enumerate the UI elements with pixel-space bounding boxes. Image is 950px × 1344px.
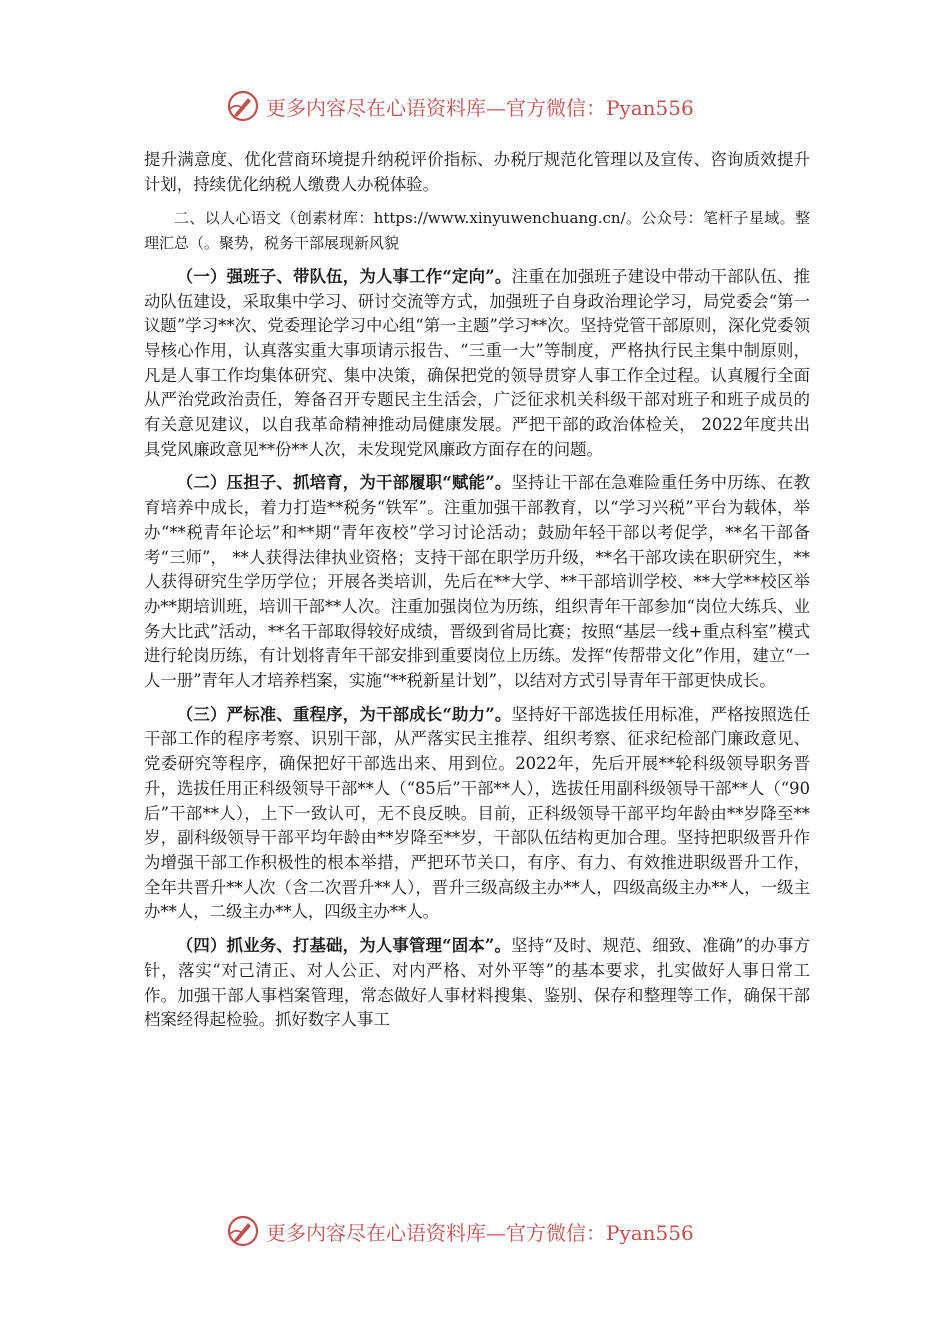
- paragraph: [144, 934, 810, 1033]
- paragraph-heading: （二）压担子、抓培育，为干部履职“赋能”。: [176, 473, 512, 493]
- section-heading: 二、以人心语文（创素材库：https://www.xinyuwenchuang.cn/。公众号：笔杆子星域。整理汇总（。聚势，税务干部展现新风貌: [144, 209, 810, 253]
- watermark-banner-bottom: [226, 1211, 746, 1251]
- paragraph: [144, 471, 810, 693]
- paragraph-continuation: 提升满意度、优化营商环境提升纳税评价指标、办税厅规范化管理以及宣传、咨询质效提升计划，持续优化纳税人缴费人办税体验。: [144, 150, 810, 194]
- paragraph-heading: （三）严标准、重程序，为干部成长“助力”。: [176, 704, 512, 724]
- pen-logo-icon: [226, 1214, 260, 1248]
- watermark-text: 更多内容尽在心语资料库—官方微信：Pyan556: [266, 95, 694, 120]
- document-body: [144, 148, 810, 1033]
- watermark-text: 更多内容尽在心语资料库—官方微信：Pyan556: [266, 1220, 694, 1245]
- paragraph-text: 注重在加强班子建设中带动干部队伍、推动队伍建设，采取集中学习、研讨交流等方式，加强班子自身政治理论学习，局党委会“第一议题”学习**次、党委理论学习中心组“第一主题”学习**次。坚持党管干部原则，深化党委领导核心作用，认真落实重大事项请示报告、“三重一大”等制度，严格执行民主集中制原则，凡是人事工作均集体研究、集中决策，确保把党的领导贯穿人事工作全过程。认真履行全面从严治党政治责任，筹备召开专题民主生活会，广泛征求机关科级干部对班子和班子成员的有关意见建议，以自我革命精神推动局健康发展。严把干部的政治体检关， 2022年度共出具党风廉政意见**份**人次，未发现党风廉政方面存在的问题。: [144, 266, 810, 459]
- watermark-banner-top: [226, 86, 746, 126]
- paragraph-heading: （四）抓业务、打基础，为人事管理“固本”。: [176, 936, 512, 956]
- paragraph: [144, 265, 810, 463]
- paragraph-heading: （一）强班子、带队伍，为人事工作“定向”。: [176, 266, 512, 286]
- paragraph: [144, 703, 810, 925]
- pen-logo-icon: [226, 89, 260, 123]
- paragraph-text: 坚持好干部选拔任用标准，严格按照选任干部工作的程序考察、识别干部，从严落实民主推荐、组织考察、征求纪检部门廉政意见、党委研究等程序，确保把好干部选出来、用到位。2022年，先后开展**轮科级领导职务晋升，选拔任用正科级领导干部**人（“85后”干部**人），选拔任用副科级领导干部**人（“90后”干部**人），上下一致认可，无不良反映。目前，正科级领导干部平均年龄由**岁降至**岁，副科级领导干部平均年龄由**岁降至**岁，干部队伍结构更加合理。坚持把职级晋升作为增强干部工作积极性的根本举措，严把环节关口，有序、有力、有效推进职级晋升工作，全年共晋升**人次（含二次晋升**人），晋升三级高级主办**人，四级高级主办**人，一级主办**人，二级主办**人，四级主办**人。: [144, 704, 810, 922]
- paragraph-text: 坚持“及时、规范、细致、准确”的办事方针，落实“对己清正、对人公正、对内严格、对外平等”的基本要求，扎实做好人事日常工作。加强干部人事档案管理，常态做好人事材料搜集、鉴别、保存和整理等工作，确保干部档案经得起检验。抓好数字人事工: [144, 936, 810, 1030]
- paragraph-text: 坚持让干部在急难险重任务中历练、在教育培养中成长，着力打造**税务“铁军”。注重加强干部教育，以“学习兴税”平台为载体，举办“**税青年论坛”和**期“青年夜校”学习讨论活动；鼓励年轻干部以考促学，**名干部备考“三师”， **人获得法律执业资格；支持干部在职学历升级，**名干部攻读在职研究生，**人获得研究生学历学位；开展各类培训，先后在**大学、**干部培训学校、**大学**校区举办**期培训班，培训干部**人次。注重加强岗位为历练，组织青年干部参加“岗位大练兵、业务大比武”活动，**名干部取得较好成绩，晋级到省局比赛；按照“基层一线+重点科室”模式进行轮岗历练，有计划将青年干部安排到重要岗位上历练。发挥“传帮带文化”作用，建立“一人一册”青年人才培养档案，实施“**税新星计划”，以结对方式引导青年干部更快成长。: [144, 473, 810, 691]
